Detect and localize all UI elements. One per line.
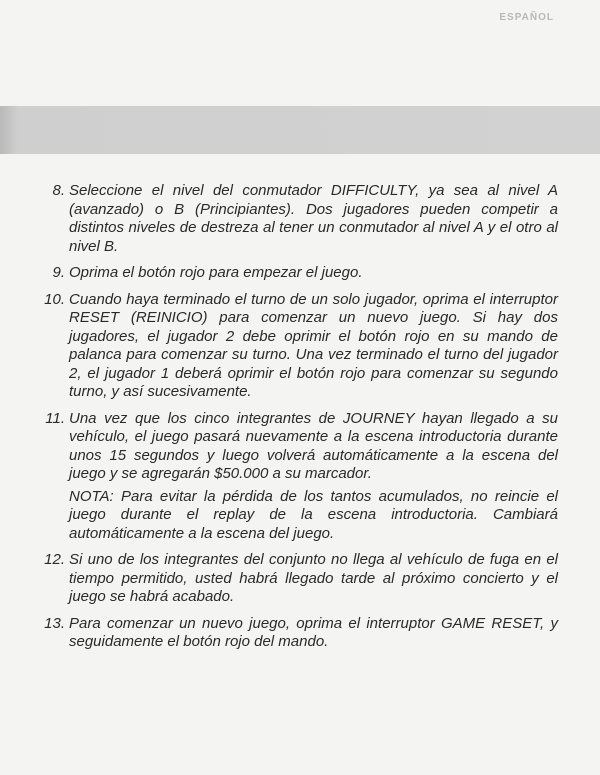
instruction-item-9 [40,264,558,283]
item-text: Si uno de los integrantes del conjunto no llega al vehículo de fuga en el tiempo permitido, usted habrá llegado tarde al próximo concierto y el juego se habrá acabado. [69,551,558,605]
item-text: Seleccione el nivel del conmutador DIFFICULTY, ya sea al nivel A (avanzado) o B (Principiantes). Dos jugadores pueden competir a distintos niveles de destreza al tener un conmutador al nivel A y el otro al nivel B. [69,182,558,255]
item-text: Oprima el botón rojo para empezar el juego. [69,264,363,281]
item-note: NOTA: Para evitar la pérdida de los tantos acumulados, no reincie el juego durante el replay de la escena introductoria. Cambiará automáticamente a la escena del juego. [69,487,558,542]
item-text: Para comenzar un nuevo juego, oprima el interruptor GAME RESET, y seguidamente el botón rojo del mando. [69,614,558,650]
item-text: Cuando haya terminado el turno de un solo jugador, oprima el interruptor RESET (REINICIO) para comenzar un nuevo juego. Si hay dos jugadores, el jugador 2 debe oprimir el botón rojo en su mando de palanca para comenzar su turno. Una vez terminado el turno del jugador 2, el jugador 1 deberá oprimir el botón rojo para comenzar su segundo turno, y así sucesivamente. [69,290,558,400]
instruction-item-10 [40,291,558,402]
instruction-item-13 [40,615,558,652]
item-body [69,410,558,544]
header-band [0,106,600,154]
instruction-item-11 [40,410,558,544]
instruction-item-12 [40,551,558,607]
item-number: 9. [52,264,65,281]
item-number: 10. [44,290,65,308]
item-number: 12. [44,551,65,568]
item-number: 13. [44,614,65,632]
language-label: ESPAÑOL [499,12,554,23]
item-number: 8. [52,182,65,199]
instruction-item-8 [40,182,558,256]
item-number: 11. [45,409,65,427]
instructions-list [40,182,558,660]
item-text: Una vez que los cinco integrantes de JOURNEY hayan llegado a su vehículo, el juego pasará nuevamente a la escena introductoria durante unos 15 segundos y luego volverá automáticamente a la escena del juego y se agregarán $50.000 a su marcador. [69,409,558,482]
